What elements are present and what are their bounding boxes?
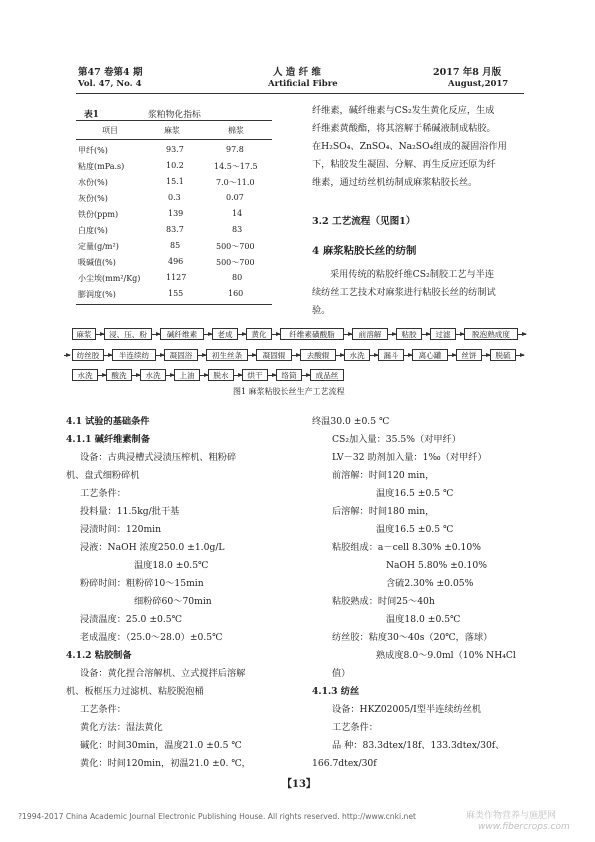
text-line: 浸渍时间：120min	[80, 524, 162, 535]
flow-node: 脱泡熟成度	[464, 328, 518, 340]
text-line: 老成温度：（25.0～28.0）±0.5℃	[80, 632, 223, 643]
flow-arrow	[200, 375, 208, 376]
flow-node: 纺丝胶	[72, 349, 104, 361]
right-column-text	[312, 413, 516, 773]
text-line: 工艺条件：	[80, 704, 126, 715]
flow-node: 黄化	[246, 328, 272, 340]
table-header-row	[76, 122, 272, 138]
text-line: 值）	[332, 668, 351, 679]
table-top-rule	[76, 120, 272, 121]
flow-arrow	[448, 355, 456, 356]
table-row: 粘度(mPa.s) 10.2 14.5～17.5	[78, 161, 258, 171]
section-heading: 4 麻浆粘胶长丝的纺制	[312, 245, 417, 257]
flow-node: 粘胶	[396, 328, 422, 340]
flow-arrow	[198, 355, 206, 356]
flow-node: 凝固浴	[164, 349, 198, 361]
flow-node: 老成	[212, 328, 238, 340]
flow-arrow	[388, 334, 396, 335]
paragraph-line: 验。	[312, 305, 331, 316]
table-row: 水份(%) 15.1 7.0～11.0	[78, 177, 255, 187]
page-number: 【13】	[282, 779, 316, 790]
table-row: 铁份(ppm) 139 14	[78, 209, 243, 219]
flow-arrow	[516, 355, 524, 356]
flow-node: 络筒	[276, 369, 302, 381]
flow-node: 水洗	[72, 369, 98, 381]
flow-arrow	[204, 334, 212, 335]
subsection-heading: 4.1 试验的基础条件	[66, 416, 150, 427]
flow-arrow	[156, 355, 164, 356]
flow-arrow	[272, 334, 280, 335]
table-row: 白度(%) 83.7 83	[78, 225, 243, 235]
flow-node: 烘干	[242, 369, 268, 381]
left-column-text	[66, 413, 251, 773]
table-number: 表1	[84, 110, 99, 120]
flow-node: 凝固辊	[256, 349, 292, 361]
watermark-text: 麻类作物营养与施肥网	[466, 811, 557, 821]
figure-caption: 图1 麻浆粘胶长丝生产工艺流程	[233, 387, 345, 396]
flow-node: 脱水	[208, 369, 234, 381]
flow-arrow	[96, 334, 104, 335]
text-line: 温度18.0 ±0.5℃	[386, 614, 461, 625]
text-line: 细粉碎60～70min	[134, 596, 212, 607]
flow-node: 成品丝	[310, 369, 344, 381]
text-line: 熟成度8.0～9.0ml（10% NH₄Cl	[376, 650, 516, 661]
flow-arrow	[104, 355, 112, 356]
flow-arrow	[166, 375, 174, 376]
text-line: 粉碎时间：粗粉碎10～15min	[80, 578, 204, 589]
flow-node: 麻浆	[72, 328, 96, 340]
subsection-heading: 4.1.1 碱纤维素制备	[66, 434, 150, 445]
flow-arrow	[98, 375, 106, 376]
text-line: 纺丝胶：粘度30～40s（20℃，落球）	[332, 632, 493, 643]
flow-arrow	[344, 334, 352, 335]
text-line: 浸渍温度：25.0 ±0.5℃	[80, 614, 182, 625]
table-row: 定量(g/m²) 85 500～700	[78, 241, 255, 251]
text-line: 温度16.5 ±0.5 ℃	[376, 524, 454, 535]
flow-node: 浸、压、粉	[104, 328, 152, 340]
text-line: 投料量：11.5kg/批干基	[80, 506, 180, 517]
text-line: 黄化方法：湿法黄化	[80, 722, 163, 733]
flow-node: 水洗	[140, 369, 166, 381]
flow-arrow	[370, 355, 378, 356]
text-line: 工艺条件：	[332, 722, 378, 733]
flow-node: 酸洗	[106, 369, 132, 381]
paragraph-line: 纤维素黄酸酯，将其溶解于稀碱液制成粘胶。	[312, 123, 496, 134]
flow-arrow	[302, 375, 310, 376]
paragraph-line: 纤维素，碱纤维素与CS₂发生黄化反应，生成	[312, 105, 495, 116]
paragraph-line: 采用传统的粘胶纤维CS₂制胶工艺与半连	[330, 269, 495, 280]
table-bottom-rule	[76, 304, 272, 305]
flow-arrow	[292, 355, 300, 356]
header-volume-cn: 第47 卷第4 期	[78, 67, 143, 78]
table-row: 吸碱值(%) 496 500～700	[78, 257, 255, 267]
right-top-paragraph	[312, 266, 496, 320]
header-date-cn: 2017 年8 月版	[433, 67, 502, 78]
flow-arrow	[132, 375, 140, 376]
flow-arrow	[234, 375, 242, 376]
text-line: 工艺条件：	[80, 488, 126, 499]
subsection-heading: 4.1.2 粘胶制备	[66, 650, 132, 661]
flow-arrow	[518, 334, 526, 335]
flow-arrow	[456, 334, 464, 335]
watermark-url: www.fibercrops.com	[478, 822, 570, 832]
paragraph-line: 续纺丝工艺技术对麻浆进行粘胶长丝的纺制试	[312, 287, 496, 298]
header-rule	[76, 93, 524, 94]
text-line: 品 种：83.3dtex/18f、133.3dtex/30f、	[332, 740, 505, 751]
flow-arrow	[404, 355, 412, 356]
table-row: 小尘埃(mm²/Kg) 1127 80	[78, 273, 243, 283]
text-line: 166.7dtex/30f	[312, 758, 377, 769]
text-line: 机、板框压力过滤机、粘胶脱泡桶	[66, 686, 204, 697]
text-line: 前溶解：时间120 min，	[332, 470, 435, 481]
flow-node: 过滤	[430, 328, 456, 340]
copyright-footer: ?1994-2017 China Academic Journal Electronic Publishing House. All rights reserved. http://www.cnki.net	[18, 812, 417, 821]
paragraph-line: 维素，通过纺丝机纺制成麻浆粘胶长丝。	[312, 177, 478, 188]
paragraph-line: 下，粘胶发生凝固、分解、再生反应还原为纤	[312, 159, 496, 170]
flow-node: 前溶解	[352, 328, 388, 340]
flow-node: 离心罐	[412, 349, 448, 361]
section-heading: 3.2 工艺流程（见图1）	[312, 216, 416, 227]
text-line: LV－32 助剂加入量：1‰（对甲纤）	[332, 452, 487, 463]
table-row: 甲纤(%) 93.7 97.8	[78, 145, 244, 155]
flow-node: 脱硫	[490, 349, 516, 361]
table-row: 灰份(%) 0.3 0.07	[78, 193, 244, 203]
header-volume-en: Vol. 47, No. 4	[78, 79, 142, 89]
text-line: NaOH 5.80% ±0.10%	[386, 560, 487, 571]
table-header-item: 项目	[102, 126, 118, 135]
text-line: 碱化：时间30min，温度21.0 ±0.5 ℃	[80, 740, 242, 751]
header-journal-cn: 人 造 纤 维	[273, 67, 321, 78]
text-line: 机、盘式细粉碎机	[66, 470, 140, 481]
flow-node: 半连续纺	[112, 349, 156, 361]
flow-node: 上油	[174, 369, 200, 381]
table-row: 膨润度(%) 155 160	[78, 289, 244, 299]
flow-node: 水洗	[344, 349, 370, 361]
table-header-rule	[76, 139, 272, 140]
text-line: 粘胶熟成：时间25～40h	[332, 596, 435, 607]
flow-node: 纤维素磺酸脂	[280, 328, 344, 340]
table-title: 浆粕物化指标	[148, 110, 201, 120]
text-line: 粘胶组成：a－cell 8.30% ±0.10%	[332, 542, 481, 553]
flow-node: 丝饼	[456, 349, 482, 361]
header-date-en: August,2017	[448, 79, 509, 89]
text-line: 温度16.5 ±0.5 ℃	[376, 488, 454, 499]
flow-node: 碱纤维素	[160, 328, 204, 340]
flow-arrow	[422, 334, 430, 335]
text-line: 后溶解：时间180 min，	[332, 506, 435, 517]
text-line: 终温30.0 ±0.5 ℃	[312, 416, 390, 427]
table-header-hemp: 麻浆	[164, 126, 180, 135]
text-line: 含硫2.30% ±0.05%	[386, 578, 474, 589]
right-top-text	[312, 102, 507, 192]
subsection-heading: 4.1.3 纺丝	[312, 686, 360, 697]
flow-arrow	[64, 355, 70, 356]
flow-arrow	[248, 355, 256, 356]
flow-node: 初生丝条	[206, 349, 248, 361]
text-line: 温度18.0 ±0.5℃	[134, 560, 209, 571]
text-line: 设备：黄化捏合溶解机、立式搅拌后溶解	[80, 668, 246, 679]
text-line: 黄化：时间120min，初温21.0 ±0. ℃，	[80, 758, 251, 769]
text-line: 设备：HKZ02005/Ⅰ型半连续纺丝机	[332, 704, 482, 715]
text-line: CS₂加入量：35.5%（对甲纤）	[332, 434, 461, 445]
flow-node: 去酸辊	[300, 349, 336, 361]
flow-arrow	[238, 334, 246, 335]
paragraph-line: 在H₂SO₄、ZnSO₄、Na₂SO₄组成的凝固浴作用	[312, 141, 507, 152]
flow-arrow	[268, 375, 276, 376]
flow-arrow	[152, 334, 160, 335]
header-journal-en: Artificial Fibre	[268, 79, 338, 89]
table-header-cotton: 棉浆	[228, 126, 244, 135]
text-line: 浸液：NaOH 浓度250.0 ±1.0g/L	[80, 542, 225, 553]
flow-arrow	[336, 355, 344, 356]
flow-arrow	[482, 355, 490, 356]
text-line: 设备：古典浸槽式浸渍压榨机、粗粉碎	[80, 452, 237, 463]
flow-node: 漏斗	[378, 349, 404, 361]
